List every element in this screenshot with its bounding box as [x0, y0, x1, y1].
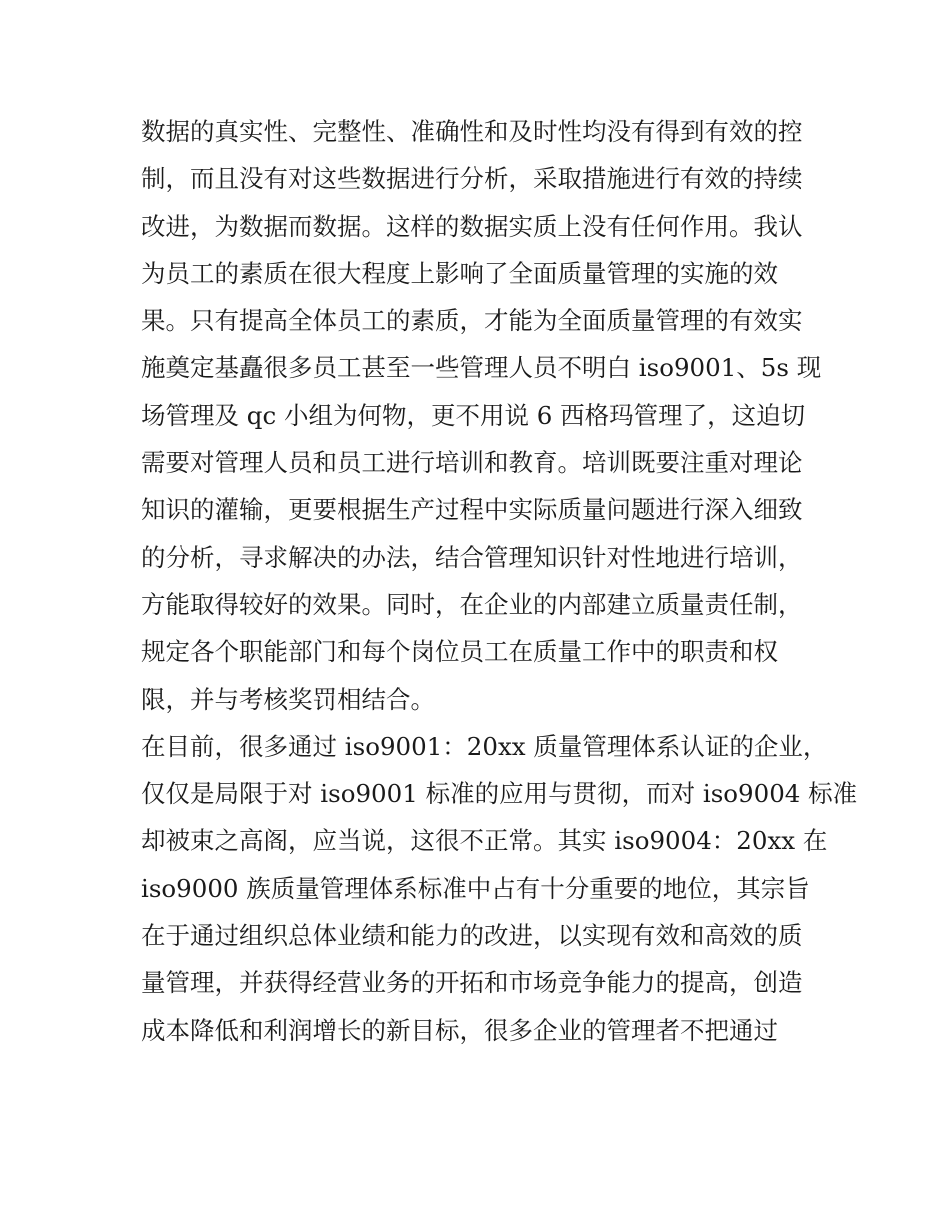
text-line: 需要对管理人员和员工进行培训和教育。培训既要注重对理论	[141, 448, 803, 478]
text-line: 限，并与考核奖罚相结合。	[141, 684, 435, 714]
text-line: 知识的灌输，更要根据生产过程中实际质量问题进行深入细致	[141, 495, 803, 525]
text-line: 场管理及 qc 小组为何物，更不用说 6 西格玛管理了，这迫切	[141, 400, 806, 430]
text-line: 方能取得较好的效果。同时，在企业的内部建立质量责任制，	[141, 589, 803, 619]
text-line: iso9000 族质量管理体系标准中占有十分重要的地位，其宗旨	[141, 873, 810, 903]
text-line: 数据的真实性、完整性、准确性和及时性均没有得到有效的控	[141, 117, 803, 146]
text-line: 制，而且没有对这些数据进行分析，采取措施进行有效的持续	[141, 164, 803, 194]
text-line: 成本降低和利润增长的新目标，很多企业的管理者不把通过	[141, 1015, 778, 1045]
text-line: 在于通过组织总体业绩和能力的改进，以实现有效和高效的质	[141, 921, 803, 951]
text-line: 量管理，并获得经营业务的开拓和市场竞争能力的提高，创造	[141, 968, 803, 998]
body-text	[141, 108, 858, 1054]
text-line: 的分析，寻求解决的办法，结合管理知识针对性地进行培训，	[141, 542, 803, 572]
text-line: 规定各个职能部门和每个岗位员工在质量工作中的职责和权	[141, 637, 778, 667]
text-line: 为员工的素质在很大程度上影响了全面质量管理的实施的效	[141, 258, 778, 288]
text-line: 仅仅是局限于对 iso9001 标准的应用与贯彻，而对 iso9004 标准	[141, 779, 858, 809]
text-line: 改进，为数据而数据。这样的数据实质上没有任何作用。我认	[141, 211, 803, 241]
text-line: 在目前，很多通过 iso9001：20xx 质量管理体系认证的企业，	[141, 731, 828, 761]
text-line: 果。只有提高全体员工的素质，才能为全面质量管理的有效实	[141, 306, 803, 336]
text-line: 施奠定基矗很多员工甚至一些管理人员不明白 iso9001、5s 现	[141, 353, 822, 383]
text-line: 却被束之高阁，应当说，这很不正常。其实 iso9004：20xx 在	[141, 826, 828, 856]
